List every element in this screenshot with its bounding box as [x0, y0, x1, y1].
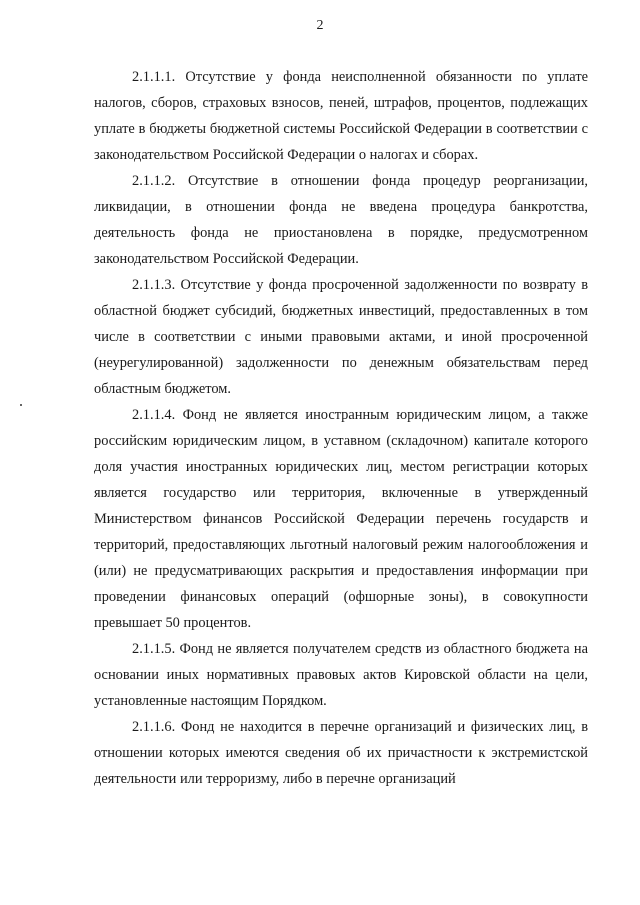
page-number: 2 [316, 18, 324, 33]
paragraph-2-1-1-4: 2.1.1.4. Фонд не является иностранным юридическим лицом, а также российским юридическим лицом, в уставном (складочном) капитале которого доля участия иностранных юридических лиц, местом регистрации которых является государство или территория, включенные в утвержденный Министерством финансов Российской Федерации перечень государств и территорий, предоставляющих льготный налоговый режим налогообложения и (или) не предусматривающих раскрытия и предоставления информации при проведении финансовых операций (офшорные зоны), в совокупности превышает 50 процентов. [94, 407, 588, 631]
scan-artifact-mark [20, 404, 22, 406]
document-body [94, 64, 588, 792]
paragraph-2-1-1-5: 2.1.1.5. Фонд не является получателем средств из областного бюджета на основании иных нормативных правовых актов Кировской области на цели, установленные настоящим Порядком. [94, 641, 588, 709]
paragraph-2-1-1-3: 2.1.1.3. Отсутствие у фонда просроченной задолженности по возврату в областной бюджет субсидий, бюджетных инвестиций, предоставленных в том числе в соответствии с иными правовыми актами, и иной просроченной (неурегулированной) задолженности по денежным обязательствам перед областным бюджетом. [94, 277, 588, 397]
paragraph-2-1-1-1: 2.1.1.1. Отсутствие у фонда неисполненной обязанности по уплате налогов, сборов, страховых взносов, пеней, штрафов, процентов, подлежащих уплате в бюджеты бюджетной системы Российской Федерации в соответствии с законодательством Российской Федерации о налогах и сборах. [94, 69, 588, 163]
paragraph-2-1-1-2: 2.1.1.2. Отсутствие в отношении фонда процедур реорганизации, ликвидации, в отношении фонда не введена процедура банкротства, деятельность фонда не приостановлена в порядке, предусмотренном законодательством Российской Федерации. [94, 173, 588, 267]
paragraph-2-1-1-6: 2.1.1.6. Фонд не находится в перечне организаций и физических лиц, в отношении которых имеются сведения об их причастности к экстремистской деятельности или терроризму, либо в перечне организаций [94, 719, 588, 787]
